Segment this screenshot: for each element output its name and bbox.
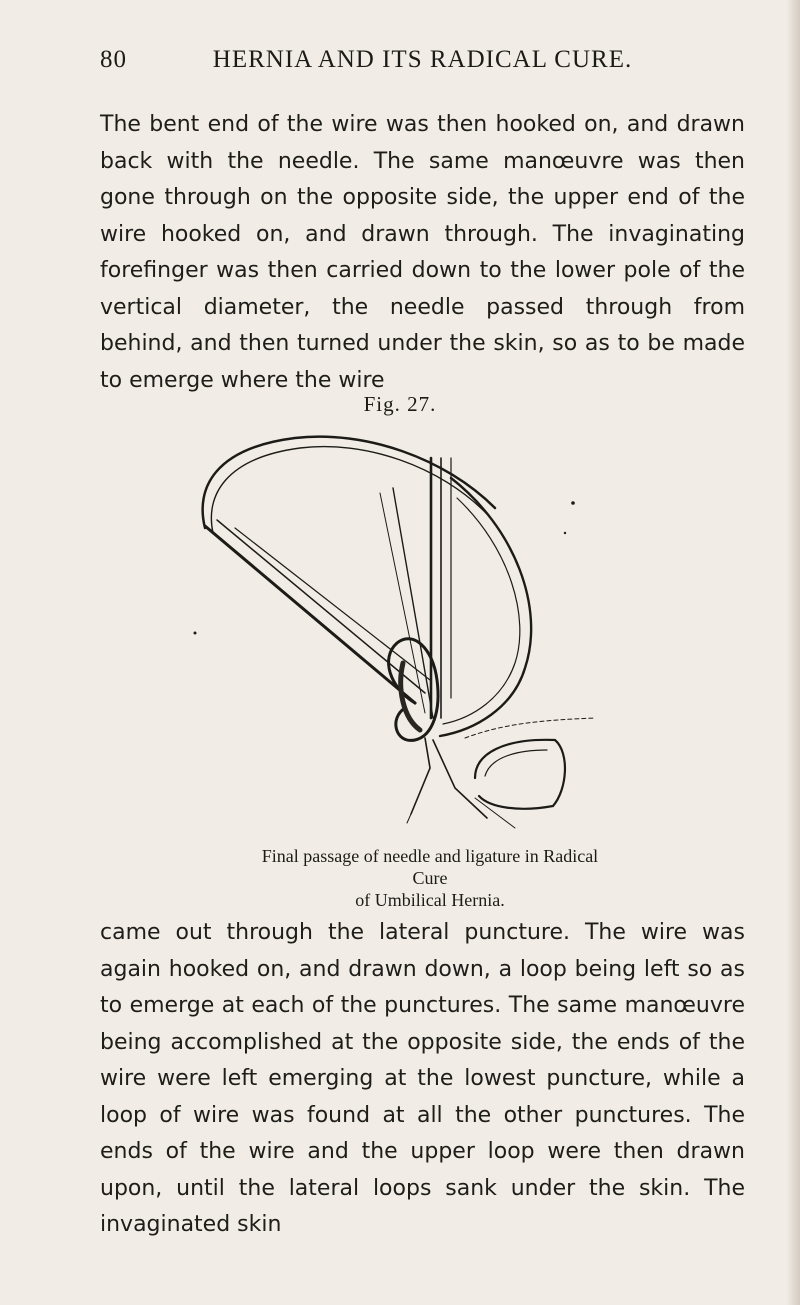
figure-label: Fig. 27. [363,392,437,416]
needle-top-arc-inner [211,447,487,533]
paragraph-top: The bent end of the wire was then hooked on, and drawn back with the needle. The same manœuvre was then gone through on the opposite side, the upper end of the wire hooked on, and drawn through. The invaginating forefinger was then carried down to the lower pole of the vertical diameter, the needle passed through from behind, and then turned under the skin, so as to be made to emerge where the wire [100,112,745,393]
stipple-dot-2 [194,632,197,635]
strand-1 [411,738,430,814]
running-header [100,46,745,86]
needle-shaft-3 [235,528,430,680]
needle-shaft-2 [217,520,425,693]
knot-line-1 [465,718,595,738]
page-edge-shadow [786,0,800,1305]
strand-4 [407,814,411,823]
figure-caption [260,845,600,911]
needle-shaft-1 [205,526,415,703]
figure-illustration [175,418,625,838]
stipple-dot-1 [571,501,575,505]
caption-line-1: Final passage of needle and ligature in Radical Cure [261,846,599,888]
caption-line-2: of Umbilical Hernia. [355,890,505,910]
running-title: HERNIA AND ITS RADICAL CURE. [212,46,633,73]
knot-loop [475,740,565,809]
page-number: 80 [100,46,127,73]
wire-right-curve-inner [443,498,520,724]
stipple-dot-3 [564,532,566,534]
strand-2 [433,740,487,818]
knot-loop-inner [485,750,547,776]
paragraph-bottom: came out through the lateral puncture. The wire was again hooked on, and drawn down, a loop being left so as to emerge at each of the punctures. The same manœuvre being accomplished at the opposite side, the ends of the wire were left emerging at the lowest puncture, while a loop of wire was found at all the other punctures. The ends of the wire and the upper loop were then drawn upon, until the lateral loops sank under the skin. The invaginated skin [100,920,745,1237]
